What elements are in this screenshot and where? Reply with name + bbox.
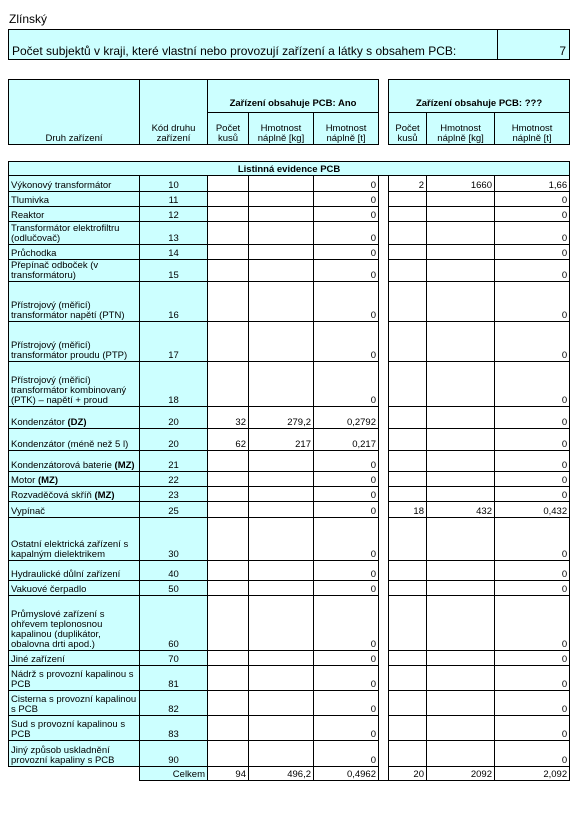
cell-a-t: 0	[314, 192, 379, 207]
equipment-name-text: Tlumivka	[11, 195, 50, 206]
cell-a-kg: 279,2	[249, 407, 314, 429]
cell-b-t: 0	[495, 666, 570, 691]
cell-b-t: 0	[495, 487, 570, 502]
cell-a-t: 0	[314, 222, 379, 245]
equipment-name-text: Průmyslové zařízení s ohřevem teplonosnou kapalinou (duplikátor, obalovna drti apod.)	[11, 609, 105, 650]
cell-a-t: 0	[314, 207, 379, 222]
table-row	[9, 651, 570, 666]
total-b-count: 20	[389, 767, 427, 781]
cell-b-count	[389, 581, 427, 596]
cell-b-count	[389, 222, 427, 245]
cell-b-kg	[427, 192, 495, 207]
equipment-code: 12	[140, 207, 208, 222]
cell-a-t: 0	[314, 472, 379, 487]
cell-b-count	[389, 282, 427, 322]
equipment-name	[9, 581, 140, 596]
cell-a-count	[208, 691, 249, 716]
cell-b-t: 0	[495, 741, 570, 767]
column-gap	[379, 282, 389, 322]
column-gap	[379, 429, 389, 451]
cell-a-count	[208, 666, 249, 691]
header-yes-count: Počet kusů	[208, 112, 249, 144]
cell-b-kg	[427, 260, 495, 282]
cell-a-count	[208, 472, 249, 487]
cell-a-count	[208, 502, 249, 518]
cell-b-t: 0	[495, 282, 570, 322]
equipment-code: 25	[140, 502, 208, 518]
equipment-code: 50	[140, 581, 208, 596]
equipment-name	[9, 207, 140, 222]
cell-b-kg	[427, 581, 495, 596]
cell-b-count	[389, 192, 427, 207]
cell-b-kg	[427, 245, 495, 260]
cell-a-t: 0	[314, 581, 379, 596]
equipment-name-text: Ostatní elektrická zařízení s kapalným dielektrikem	[11, 539, 129, 560]
equipment-name-text: Cisterna s provozní kapalinou s PCB	[11, 694, 137, 715]
equipment-code: 21	[140, 451, 208, 472]
cell-b-count: 18	[389, 502, 427, 518]
equipment-name	[9, 176, 140, 192]
equipment-code: 10	[140, 176, 208, 192]
cell-a-t: 0	[314, 596, 379, 651]
cell-b-count	[389, 716, 427, 741]
cell-b-t: 0	[495, 451, 570, 472]
cell-a-count: 62	[208, 429, 249, 451]
cell-b-kg	[427, 487, 495, 502]
equipment-name-text: Kondenzátorová baterie	[11, 460, 112, 471]
cell-a-t: 0	[314, 518, 379, 561]
cell-b-count	[389, 451, 427, 472]
cell-b-kg	[427, 429, 495, 451]
column-gap	[379, 691, 389, 716]
column-gap	[379, 596, 389, 651]
header-unknown-mass-t: Hmotnost náplně [t]	[495, 112, 570, 144]
table-row	[9, 518, 570, 561]
equipment-code: 13	[140, 222, 208, 245]
cell-b-kg	[427, 451, 495, 472]
equipment-name-tag: (MZ)	[37, 475, 58, 486]
header-unknown-count: Počet kusů	[389, 112, 427, 144]
cell-a-count	[208, 260, 249, 282]
cell-a-t: 0,2792	[314, 407, 379, 429]
equipment-name	[9, 407, 140, 429]
cell-b-t: 0	[495, 407, 570, 429]
cell-a-kg	[249, 581, 314, 596]
column-gap	[379, 716, 389, 741]
cell-b-kg	[427, 282, 495, 322]
cell-a-kg: 217	[249, 429, 314, 451]
equipment-name	[9, 518, 140, 561]
column-gap	[379, 472, 389, 487]
cell-a-t: 0	[314, 362, 379, 407]
equipment-name-tag: (DZ)	[67, 417, 87, 428]
equipment-code: 18	[140, 362, 208, 407]
cell-b-kg	[427, 362, 495, 407]
table-row	[9, 581, 570, 596]
cell-b-count	[389, 561, 427, 581]
table-row	[9, 245, 570, 260]
cell-b-count	[389, 487, 427, 502]
table-header	[8, 79, 570, 145]
table-row	[9, 407, 570, 429]
table-row	[9, 561, 570, 581]
cell-b-kg	[427, 222, 495, 245]
equipment-name	[9, 222, 140, 245]
cell-a-kg	[249, 691, 314, 716]
cell-b-kg	[427, 691, 495, 716]
equipment-name-text: Průchodka	[11, 248, 57, 259]
cell-b-kg	[427, 207, 495, 222]
equipment-code: 20	[140, 407, 208, 429]
cell-a-t: 0	[314, 487, 379, 502]
cell-a-count: 32	[208, 407, 249, 429]
equipment-code: 30	[140, 518, 208, 561]
cell-a-t: 0	[314, 716, 379, 741]
cell-b-t: 0	[495, 362, 570, 407]
column-gap	[379, 518, 389, 561]
cell-a-t: 0	[314, 260, 379, 282]
total-a-t: 0,4962	[314, 767, 379, 781]
cell-b-count	[389, 245, 427, 260]
cell-b-kg: 432	[427, 502, 495, 518]
equipment-name-text: Přepínač odboček (v transformátoru)	[11, 260, 99, 281]
total-a-kg: 496,2	[249, 767, 314, 781]
cell-b-kg: 1660	[427, 176, 495, 192]
equipment-name	[9, 691, 140, 716]
table-row	[9, 192, 570, 207]
equipment-name-text: Vypínač	[11, 506, 45, 517]
table-row	[9, 596, 570, 651]
equipment-name-tag: (MZ)	[94, 490, 115, 501]
header-equipment-type: Druh zařízení	[9, 80, 140, 145]
column-gap	[379, 487, 389, 502]
cell-a-kg	[249, 651, 314, 666]
equipment-name	[9, 472, 140, 487]
cell-b-kg	[427, 651, 495, 666]
cell-a-count	[208, 561, 249, 581]
equipment-name	[9, 502, 140, 518]
column-gap	[379, 741, 389, 767]
cell-b-t: 1,66	[495, 176, 570, 192]
cell-b-t: 0	[495, 581, 570, 596]
column-gap	[379, 666, 389, 691]
cell-b-count	[389, 741, 427, 767]
table-row	[9, 666, 570, 691]
equipment-name	[9, 561, 140, 581]
cell-a-kg	[249, 322, 314, 362]
cell-b-t: 0	[495, 429, 570, 451]
total-row	[9, 767, 570, 781]
equipment-name-text: Nádrž s provozní kapalinou s PCB	[11, 669, 134, 690]
equipment-name	[9, 245, 140, 260]
total-label: Celkem	[140, 767, 208, 781]
column-gap	[379, 362, 389, 407]
cell-b-count	[389, 472, 427, 487]
cell-b-count	[389, 518, 427, 561]
region-title: Zlínský	[9, 12, 48, 26]
header-group-pcb-yes: Zařízení obsahuje PCB: Ano	[208, 96, 379, 113]
cell-b-t: 0	[495, 260, 570, 282]
equipment-name	[9, 282, 140, 322]
cell-a-count	[208, 192, 249, 207]
table-row	[9, 741, 570, 767]
equipment-name-text: Rozvaděčová skříň	[11, 490, 92, 501]
column-gap	[379, 245, 389, 260]
cell-b-count	[389, 666, 427, 691]
cell-b-kg	[427, 741, 495, 767]
equipment-name	[9, 596, 140, 651]
equipment-name	[9, 260, 140, 282]
cell-b-count	[389, 322, 427, 362]
cell-b-count	[389, 207, 427, 222]
column-gap	[379, 322, 389, 362]
cell-b-t: 0	[495, 222, 570, 245]
cell-a-kg	[249, 192, 314, 207]
cell-a-kg	[249, 222, 314, 245]
cell-a-t: 0	[314, 651, 379, 666]
column-gap	[379, 260, 389, 282]
cell-a-kg	[249, 502, 314, 518]
equipment-name-tag: (MZ)	[114, 460, 135, 471]
cell-a-count	[208, 518, 249, 561]
cell-b-count	[389, 596, 427, 651]
cell-b-t: 0	[495, 691, 570, 716]
column-gap	[379, 176, 389, 192]
cell-a-count	[208, 282, 249, 322]
cell-b-count	[389, 691, 427, 716]
cell-b-t: 0	[495, 651, 570, 666]
equipment-name	[9, 741, 140, 767]
total-a-count: 94	[208, 767, 249, 781]
cell-a-t: 0	[314, 245, 379, 260]
cell-b-count	[389, 260, 427, 282]
cell-b-kg	[427, 322, 495, 362]
equipment-code: 90	[140, 741, 208, 767]
cell-a-kg	[249, 561, 314, 581]
subjects-count: 7	[498, 30, 570, 60]
equipment-code: 81	[140, 666, 208, 691]
equipment-name	[9, 362, 140, 407]
pcb-table	[8, 161, 570, 781]
total-b-kg: 2092	[427, 767, 495, 781]
equipment-code: 83	[140, 716, 208, 741]
equipment-code: 11	[140, 192, 208, 207]
cell-a-count	[208, 581, 249, 596]
cell-a-count	[208, 716, 249, 741]
cell-a-count	[208, 245, 249, 260]
equipment-name-text: Transformátor elektrofiltru (odlučovač)	[11, 223, 120, 244]
cell-b-t: 0	[495, 518, 570, 561]
cell-a-t: 0	[314, 741, 379, 767]
equipment-name-text: Kondenzátor (méně než 5 l)	[11, 439, 129, 450]
cell-b-kg	[427, 472, 495, 487]
cell-a-count	[208, 222, 249, 245]
cell-b-t: 0	[495, 472, 570, 487]
column-gap	[379, 222, 389, 245]
column-gap	[379, 651, 389, 666]
equipment-code: 60	[140, 596, 208, 651]
column-gap	[379, 407, 389, 429]
cell-a-count	[208, 362, 249, 407]
cell-a-kg	[249, 207, 314, 222]
table-row	[9, 716, 570, 741]
cell-a-t: 0	[314, 691, 379, 716]
cell-b-t: 0	[495, 596, 570, 651]
equipment-name-text: Jiné zařízení	[11, 654, 65, 665]
table-row	[9, 502, 570, 518]
table-row	[9, 362, 570, 407]
equipment-name	[9, 716, 140, 741]
cell-a-t: 0	[314, 451, 379, 472]
equipment-code: 15	[140, 260, 208, 282]
cell-a-kg	[249, 451, 314, 472]
cell-a-count	[208, 207, 249, 222]
cell-a-t: 0	[314, 561, 379, 581]
equipment-name-text: Kondenzátor	[11, 417, 65, 428]
cell-a-kg	[249, 245, 314, 260]
cell-a-count	[208, 741, 249, 767]
equipment-code: 17	[140, 322, 208, 362]
cell-b-kg	[427, 666, 495, 691]
cell-a-kg	[249, 176, 314, 192]
equipment-name-text: Přístrojový (měřicí) transformátor proudu (PTP)	[11, 340, 128, 361]
cell-a-count	[208, 596, 249, 651]
header-unknown-mass-kg: Hmotnost náplně [kg]	[427, 112, 495, 144]
table-row	[9, 260, 570, 282]
table-row	[9, 487, 570, 502]
column-gap	[379, 581, 389, 596]
table-row	[9, 222, 570, 245]
equipment-name-text: Vakuové čerpadlo	[11, 584, 87, 595]
column-gap	[379, 502, 389, 518]
cell-b-count	[389, 362, 427, 407]
cell-b-kg	[427, 407, 495, 429]
table-row	[9, 451, 570, 472]
cell-a-count	[208, 487, 249, 502]
equipment-name	[9, 451, 140, 472]
equipment-name-text: Sud s provozní kapalinou s PCB	[11, 719, 126, 740]
cell-b-t: 0	[495, 192, 570, 207]
total-b-t: 2,092	[495, 767, 570, 781]
equipment-name	[9, 192, 140, 207]
subjects-label: Počet subjektů v kraji, které vlastní nebo provozují zařízení a látky s obsahem PCB:	[9, 30, 498, 60]
cell-a-kg	[249, 472, 314, 487]
table-row	[9, 691, 570, 716]
equipment-name	[9, 322, 140, 362]
cell-b-count	[389, 651, 427, 666]
equipment-name-text: Výkonový transformátor	[11, 180, 112, 191]
cell-a-t: 0	[314, 666, 379, 691]
cell-a-t: 0	[314, 322, 379, 362]
cell-b-kg	[427, 596, 495, 651]
cell-b-count	[389, 429, 427, 451]
cell-a-count	[208, 322, 249, 362]
column-gap	[379, 561, 389, 581]
cell-a-count	[208, 651, 249, 666]
cell-b-t: 0	[495, 716, 570, 741]
header-yes-mass-kg: Hmotnost náplně [kg]	[249, 112, 314, 144]
header-group-pcb-unknown: Zařízení obsahuje PCB: ???	[389, 96, 570, 113]
table-row	[9, 429, 570, 451]
equipment-name	[9, 666, 140, 691]
equipment-code: 40	[140, 561, 208, 581]
cell-a-kg	[249, 741, 314, 767]
header-equipment-code: Kód druhu zařízení	[140, 80, 208, 145]
cell-a-kg	[249, 518, 314, 561]
column-gap	[379, 192, 389, 207]
cell-b-t: 0	[495, 322, 570, 362]
cell-a-t: 0	[314, 176, 379, 192]
cell-a-t: 0	[314, 282, 379, 322]
cell-b-t: 0,432	[495, 502, 570, 518]
equipment-code: 82	[140, 691, 208, 716]
cell-b-t: 0	[495, 245, 570, 260]
cell-a-kg	[249, 666, 314, 691]
equipment-code: 22	[140, 472, 208, 487]
equipment-name	[9, 651, 140, 666]
table-row	[9, 176, 570, 192]
cell-a-t: 0,217	[314, 429, 379, 451]
cell-a-kg	[249, 282, 314, 322]
equipment-name	[9, 429, 140, 451]
cell-a-kg	[249, 596, 314, 651]
cell-a-count	[208, 176, 249, 192]
cell-b-kg	[427, 716, 495, 741]
equipment-code: 16	[140, 282, 208, 322]
equipment-name-text: Přístrojový (měřicí) transformátor kombinovaný (PTK) – napětí + proud	[11, 375, 127, 406]
equipment-name-text: Jiný způsob uskladnění provozní kapaliny s PCB	[11, 745, 115, 766]
equipment-code: 14	[140, 245, 208, 260]
equipment-name-text: Hydraulické důlní zařízení	[11, 569, 121, 580]
equipment-name-text: Přístrojový (měřicí) transformátor napětí (PTN)	[11, 300, 125, 321]
table-row	[9, 282, 570, 322]
equipment-name-text: Reaktor	[11, 210, 45, 221]
table-row	[9, 322, 570, 362]
equipment-code: 70	[140, 651, 208, 666]
column-gap	[379, 207, 389, 222]
cell-b-kg	[427, 518, 495, 561]
cell-a-kg	[249, 716, 314, 741]
equipment-name-text: Motor	[11, 475, 36, 486]
subjects-summary	[8, 29, 570, 60]
cell-b-count	[389, 407, 427, 429]
column-gap	[379, 767, 389, 781]
cell-b-t: 0	[495, 561, 570, 581]
table-row	[9, 207, 570, 222]
column-gap	[379, 451, 389, 472]
cell-a-kg	[249, 362, 314, 407]
cell-b-t: 0	[495, 207, 570, 222]
cell-a-t: 0	[314, 502, 379, 518]
equipment-name	[9, 487, 140, 502]
cell-a-count	[208, 451, 249, 472]
equipment-code: 20	[140, 429, 208, 451]
table-row	[9, 472, 570, 487]
header-yes-mass-t: Hmotnost náplně [t]	[314, 112, 379, 144]
equipment-code: 23	[140, 487, 208, 502]
cell-a-kg	[249, 260, 314, 282]
cell-b-kg	[427, 561, 495, 581]
section-title: Listinná evidence PCB	[9, 162, 570, 176]
cell-b-count: 2	[389, 176, 427, 192]
cell-a-kg	[249, 487, 314, 502]
